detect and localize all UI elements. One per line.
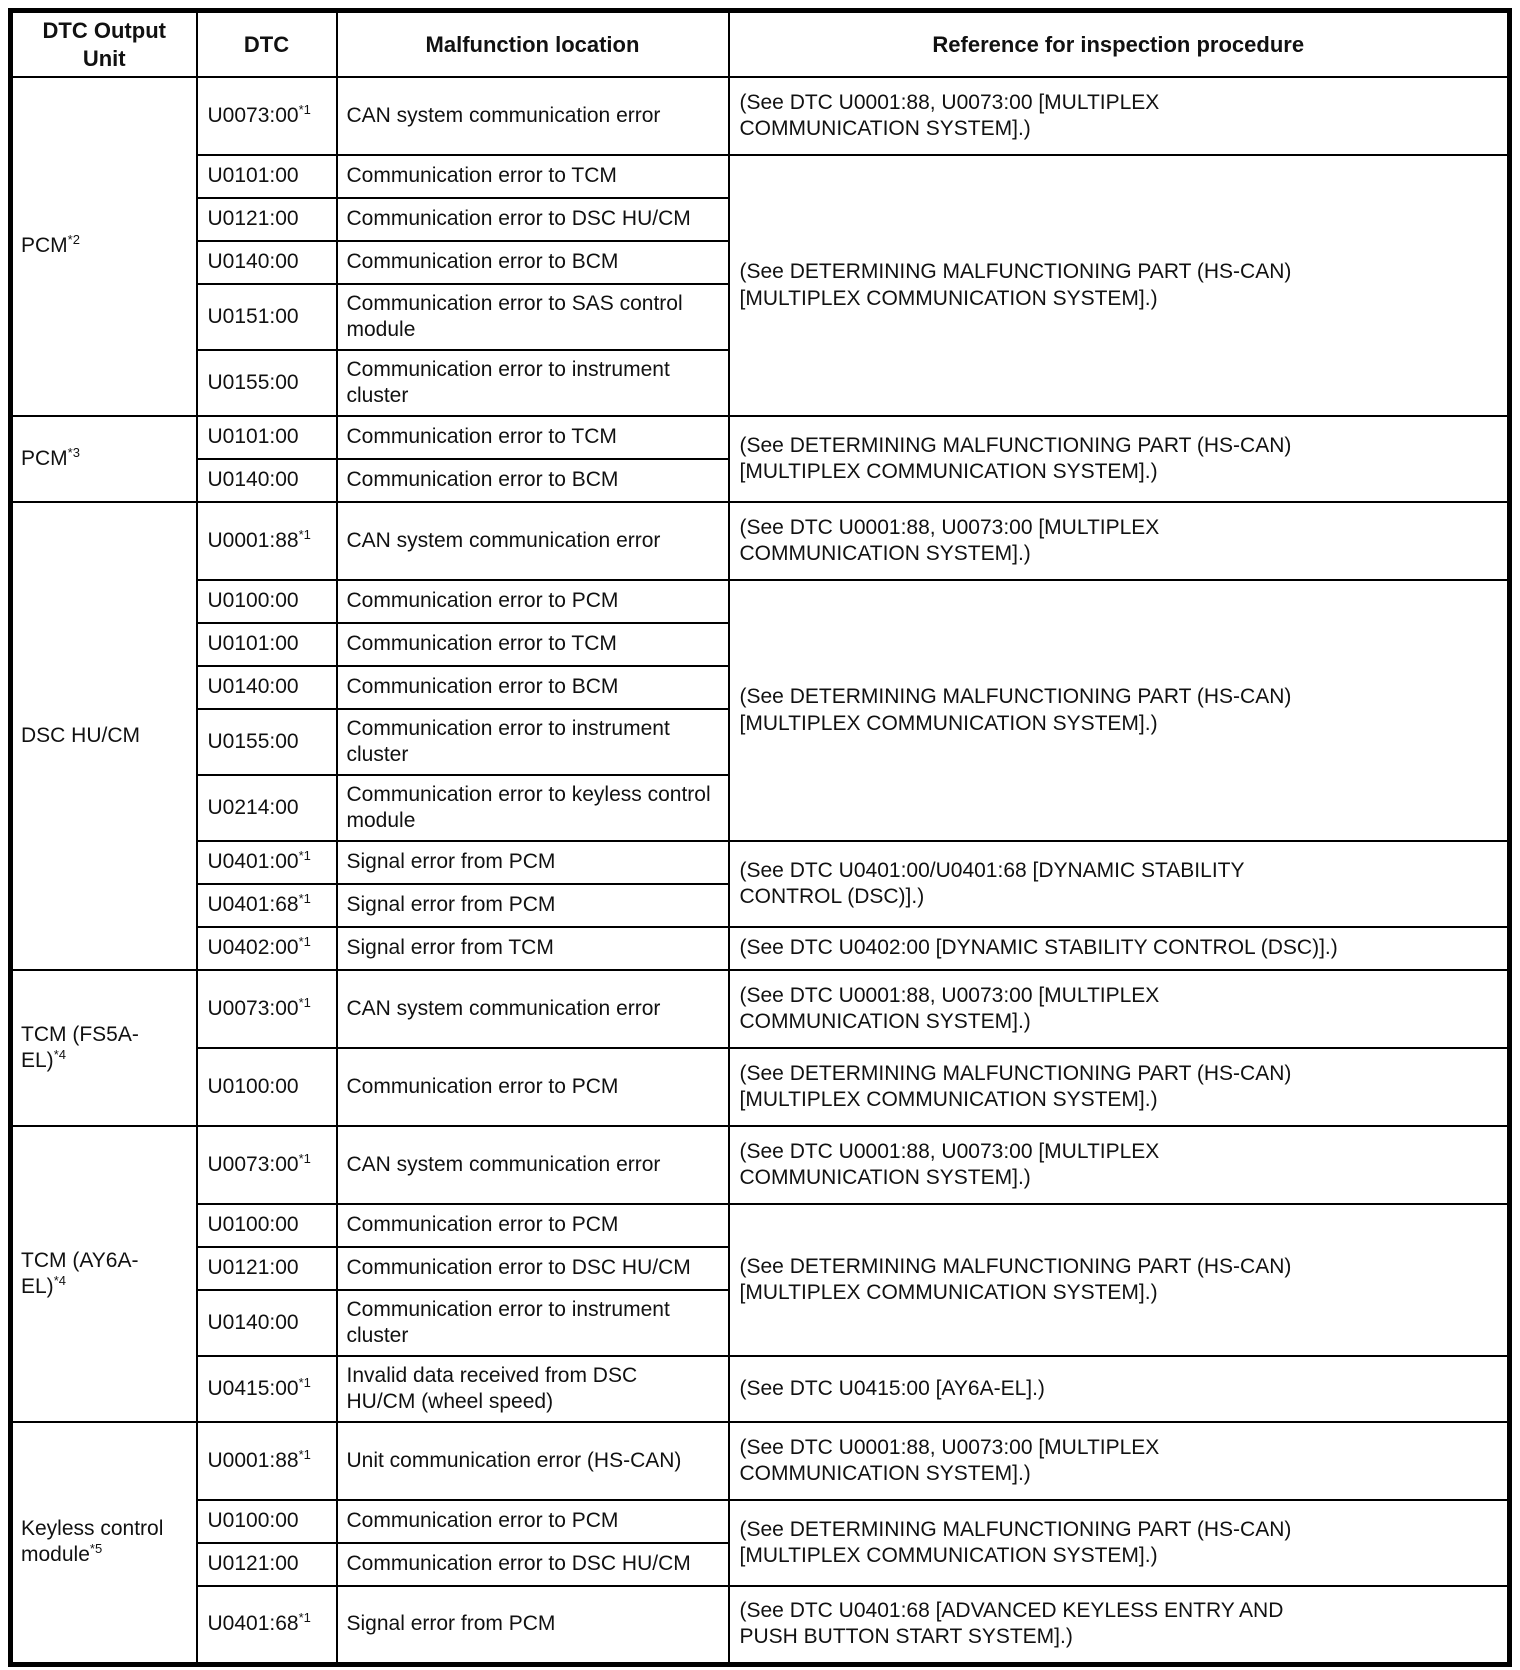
dtc-cell	[197, 1204, 337, 1247]
dtc-code: U0073:00	[207, 1152, 299, 1176]
reference-text: (See DETERMINING MALFUNCTIONING PART (HS-CAN) [MULTIPLEX COMMUNICATION SYSTEM].)	[739, 433, 1292, 483]
dtc-code: U0121:00	[207, 1552, 299, 1576]
dtc-code: U0214:00	[207, 795, 299, 819]
dtc-code: U0140:00	[207, 675, 299, 699]
dtc-cell	[197, 502, 337, 580]
unit-cell	[11, 1422, 197, 1664]
location-cell	[337, 416, 729, 459]
footnote-marker: *4	[53, 1273, 66, 1288]
table-row	[11, 580, 1510, 623]
dtc-cell	[197, 198, 337, 241]
dtc-code: U0401:68	[207, 1612, 299, 1636]
reference-cell	[729, 970, 1510, 1048]
footnote-marker: *1	[298, 934, 311, 950]
dtc-cell	[197, 1048, 337, 1126]
location-text: Signal error from PCM	[346, 1612, 556, 1636]
dtc-cell	[197, 284, 337, 350]
dtc-code: U0101:00	[207, 632, 299, 656]
reference-cell	[729, 1204, 1510, 1356]
unit-cell	[11, 502, 197, 970]
reference-cell	[729, 1048, 1510, 1126]
dtc-code: U0001:88	[207, 528, 299, 552]
reference-text: (See DETERMINING MALFUNCTIONING PART (HS-CAN) [MULTIPLEX COMMUNICATION SYSTEM].)	[739, 1517, 1292, 1567]
dtc-code: U0140:00	[207, 468, 299, 492]
unit-label: PCM	[21, 234, 68, 258]
dtc-cell	[197, 1247, 337, 1290]
dtc-code: U0415:00	[207, 1376, 299, 1400]
location-cell	[337, 198, 729, 241]
location-cell	[337, 1204, 729, 1247]
footnote-marker: *2	[67, 232, 80, 248]
reference-cell	[729, 155, 1510, 416]
dtc-cell	[197, 459, 337, 502]
reference-cell	[729, 416, 1510, 502]
location-text: CAN system communication error	[346, 103, 661, 127]
location-text: Communication error to instrument cluster	[346, 1297, 670, 1347]
unit-cell	[11, 970, 197, 1126]
unit-label: TCM (FS5A-EL)	[21, 1022, 139, 1072]
table-row	[11, 77, 1510, 155]
reference-text: (See DTC U0402:00 [DYNAMIC STABILITY CONTROL (DSC)].)	[739, 936, 1338, 960]
dtc-cell	[197, 709, 337, 775]
location-text: Communication error to instrument cluster	[346, 716, 670, 766]
table-row	[11, 1586, 1510, 1664]
reference-text: (See DTC U0401:68 [ADVANCED KEYLESS ENTRY AND PUSH BUTTON START SYSTEM].)	[739, 1599, 1284, 1649]
reference-text: (See DETERMINING MALFUNCTIONING PART (HS-CAN) [MULTIPLEX COMMUNICATION SYSTEM].)	[739, 1061, 1292, 1111]
dtc-code: U0121:00	[207, 207, 299, 231]
footnote-marker: *3	[67, 444, 80, 460]
reference-cell	[729, 77, 1510, 155]
table-row	[11, 1500, 1510, 1543]
table-row	[11, 155, 1510, 198]
dtc-cell	[197, 927, 337, 970]
dtc-cell	[197, 1543, 337, 1586]
location-text: Communication error to PCM	[346, 1213, 619, 1237]
col-header-reference: Reference for inspection procedure	[729, 11, 1510, 78]
location-cell	[337, 884, 729, 927]
dtc-cell	[197, 841, 337, 884]
dtc-cell	[197, 155, 337, 198]
location-cell	[337, 841, 729, 884]
dtc-cell	[197, 241, 337, 284]
location-text: Communication error to BCM	[346, 468, 619, 492]
dtc-code: U0101:00	[207, 164, 299, 188]
dtc-code: U0100:00	[207, 589, 299, 613]
dtc-code: U0402:00	[207, 936, 299, 960]
footnote-marker: *5	[89, 1541, 103, 1557]
footnote-marker: *4	[53, 1047, 66, 1062]
reference-cell	[729, 841, 1510, 927]
location-cell	[337, 1422, 729, 1500]
location-text: Communication error to keyless control module	[346, 782, 711, 832]
reference-text: (See DETERMINING MALFUNCTIONING PART (HS-CAN) [MULTIPLEX COMMUNICATION SYSTEM].)	[739, 1254, 1292, 1304]
table-row	[11, 927, 1510, 970]
reference-text: (See DTC U0001:88, U0073:00 [MULTIPLEX COMMUNICATION SYSTEM].)	[739, 1139, 1160, 1189]
reference-text: (See DTC U0001:88, U0073:00 [MULTIPLEX COMMUNICATION SYSTEM].)	[739, 1435, 1160, 1485]
location-text: Invalid data received from DSC HU/CM (wheel speed)	[346, 1363, 638, 1413]
unit-cell	[11, 77, 197, 416]
dtc-cell	[197, 970, 337, 1048]
location-text: CAN system communication error	[346, 1152, 661, 1176]
location-text: Communication error to BCM	[346, 250, 619, 274]
location-cell	[337, 1126, 729, 1204]
location-text: Communication error to SAS control module	[346, 291, 683, 341]
footnote-marker: *1	[298, 1610, 311, 1626]
table-row	[11, 502, 1510, 580]
dtc-code: U0140:00	[207, 1310, 299, 1334]
dtc-code: U0401:00	[207, 850, 299, 874]
footnote-marker: *1	[298, 526, 311, 542]
location-cell	[337, 1586, 729, 1664]
table-row	[11, 1204, 1510, 1247]
dtc-cell	[197, 580, 337, 623]
location-cell	[337, 241, 729, 284]
location-text: Communication error to PCM	[346, 1074, 619, 1098]
location-cell	[337, 623, 729, 666]
location-cell	[337, 927, 729, 970]
reference-text: (See DETERMINING MALFUNCTIONING PART (HS-CAN) [MULTIPLEX COMMUNICATION SYSTEM].)	[739, 260, 1292, 310]
dtc-cell	[197, 1500, 337, 1543]
location-text: Communication error to TCM	[346, 632, 617, 656]
dtc-code: U0101:00	[207, 425, 299, 449]
dtc-cell	[197, 1126, 337, 1204]
location-cell	[337, 666, 729, 709]
reference-cell	[729, 1126, 1510, 1204]
location-cell	[337, 1500, 729, 1543]
dtc-code: U0121:00	[207, 1256, 299, 1280]
reference-text: (See DETERMINING MALFUNCTIONING PART (HS-CAN) [MULTIPLEX COMMUNICATION SYSTEM].)	[739, 685, 1292, 735]
reference-text: (See DTC U0001:88, U0073:00 [MULTIPLEX COMMUNICATION SYSTEM].)	[739, 90, 1160, 140]
table-row	[11, 1048, 1510, 1126]
unit-label: Keyless control module	[21, 1517, 164, 1567]
unit-cell	[11, 416, 197, 502]
location-text: Communication error to PCM	[346, 1509, 619, 1533]
dtc-code: U0401:68	[207, 893, 299, 917]
footnote-marker: *1	[298, 994, 311, 1010]
table-row	[11, 1126, 1510, 1204]
location-text: CAN system communication error	[346, 996, 661, 1020]
location-cell	[337, 1048, 729, 1126]
reference-cell	[729, 502, 1510, 580]
table-row	[11, 841, 1510, 884]
location-cell	[337, 155, 729, 198]
unit-cell	[11, 1126, 197, 1422]
reference-text: (See DTC U0001:88, U0073:00 [MULTIPLEX COMMUNICATION SYSTEM].)	[739, 983, 1160, 1033]
dtc-code: U0100:00	[207, 1074, 299, 1098]
reference-text: (See DTC U0415:00 [AY6A-EL].)	[739, 1376, 1045, 1400]
location-cell	[337, 970, 729, 1048]
dtc-table	[8, 8, 1512, 1667]
location-text: Communication error to DSC HU/CM	[346, 207, 691, 231]
dtc-cell	[197, 350, 337, 416]
unit-label: PCM	[21, 446, 68, 470]
reference-cell	[729, 1500, 1510, 1586]
table-header-row	[11, 11, 1510, 78]
location-text: Communication error to BCM	[346, 675, 619, 699]
table-row	[11, 970, 1510, 1048]
dtc-cell	[197, 1422, 337, 1500]
footnote-marker: *1	[298, 101, 311, 117]
location-cell	[337, 709, 729, 775]
unit-label: TCM (AY6A-EL)	[21, 1248, 139, 1298]
col-header-malfunction-location: Malfunction location	[337, 11, 729, 78]
unit-label: DSC HU/CM	[21, 723, 140, 747]
table-row	[11, 416, 1510, 459]
location-cell	[337, 1543, 729, 1586]
location-cell	[337, 1247, 729, 1290]
reference-cell	[729, 1586, 1510, 1664]
dtc-cell	[197, 884, 337, 927]
reference-cell	[729, 1422, 1510, 1500]
footnote-marker: *1	[298, 1446, 311, 1462]
dtc-cell	[197, 1290, 337, 1356]
reference-cell	[729, 1356, 1510, 1422]
location-cell	[337, 350, 729, 416]
location-text: Unit communication error (HS-CAN)	[346, 1448, 682, 1472]
location-cell	[337, 580, 729, 623]
reference-text: (See DTC U0001:88, U0073:00 [MULTIPLEX COMMUNICATION SYSTEM].)	[739, 515, 1160, 565]
location-cell	[337, 1356, 729, 1422]
location-text: CAN system communication error	[346, 528, 661, 552]
table-row	[11, 1422, 1510, 1500]
dtc-code: U0100:00	[207, 1213, 299, 1237]
reference-cell	[729, 927, 1510, 970]
dtc-code: U0155:00	[207, 370, 299, 394]
dtc-code: U0001:88	[207, 1448, 299, 1472]
location-cell	[337, 775, 729, 841]
location-text: Communication error to TCM	[346, 164, 617, 188]
dtc-cell	[197, 623, 337, 666]
location-text: Signal error from PCM	[346, 850, 556, 874]
dtc-code: U0073:00	[207, 103, 299, 127]
footnote-marker: *1	[298, 891, 311, 907]
location-cell	[337, 1290, 729, 1356]
dtc-code: U0151:00	[207, 304, 299, 328]
dtc-cell	[197, 416, 337, 459]
dtc-cell	[197, 77, 337, 155]
location-cell	[337, 459, 729, 502]
location-cell	[337, 77, 729, 155]
reference-text: (See DTC U0401:00/U0401:68 [DYNAMIC STABILITY CONTROL (DSC)].)	[739, 858, 1245, 908]
location-text: Signal error from TCM	[346, 936, 554, 960]
footnote-marker: *1	[298, 1150, 311, 1166]
location-text: Communication error to PCM	[346, 589, 619, 613]
dtc-cell	[197, 666, 337, 709]
footnote-marker: *1	[298, 1374, 311, 1390]
dtc-code: U0155:00	[207, 729, 299, 753]
location-text: Communication error to TCM	[346, 425, 617, 449]
table-row	[11, 1356, 1510, 1422]
location-cell	[337, 284, 729, 350]
dtc-code: U0073:00	[207, 996, 299, 1020]
location-text: Communication error to instrument cluster	[346, 357, 670, 407]
location-cell	[337, 502, 729, 580]
dtc-cell	[197, 775, 337, 841]
location-text: Signal error from PCM	[346, 893, 556, 917]
reference-cell	[729, 580, 1510, 841]
footnote-marker: *1	[298, 848, 311, 864]
dtc-cell	[197, 1356, 337, 1422]
dtc-code: U0100:00	[207, 1509, 299, 1533]
col-header-output-unit: DTC Output Unit	[11, 11, 197, 78]
location-text: Communication error to DSC HU/CM	[346, 1552, 691, 1576]
col-header-dtc: DTC	[197, 11, 337, 78]
location-text: Communication error to DSC HU/CM	[346, 1256, 691, 1280]
dtc-code: U0140:00	[207, 250, 299, 274]
dtc-cell	[197, 1586, 337, 1664]
